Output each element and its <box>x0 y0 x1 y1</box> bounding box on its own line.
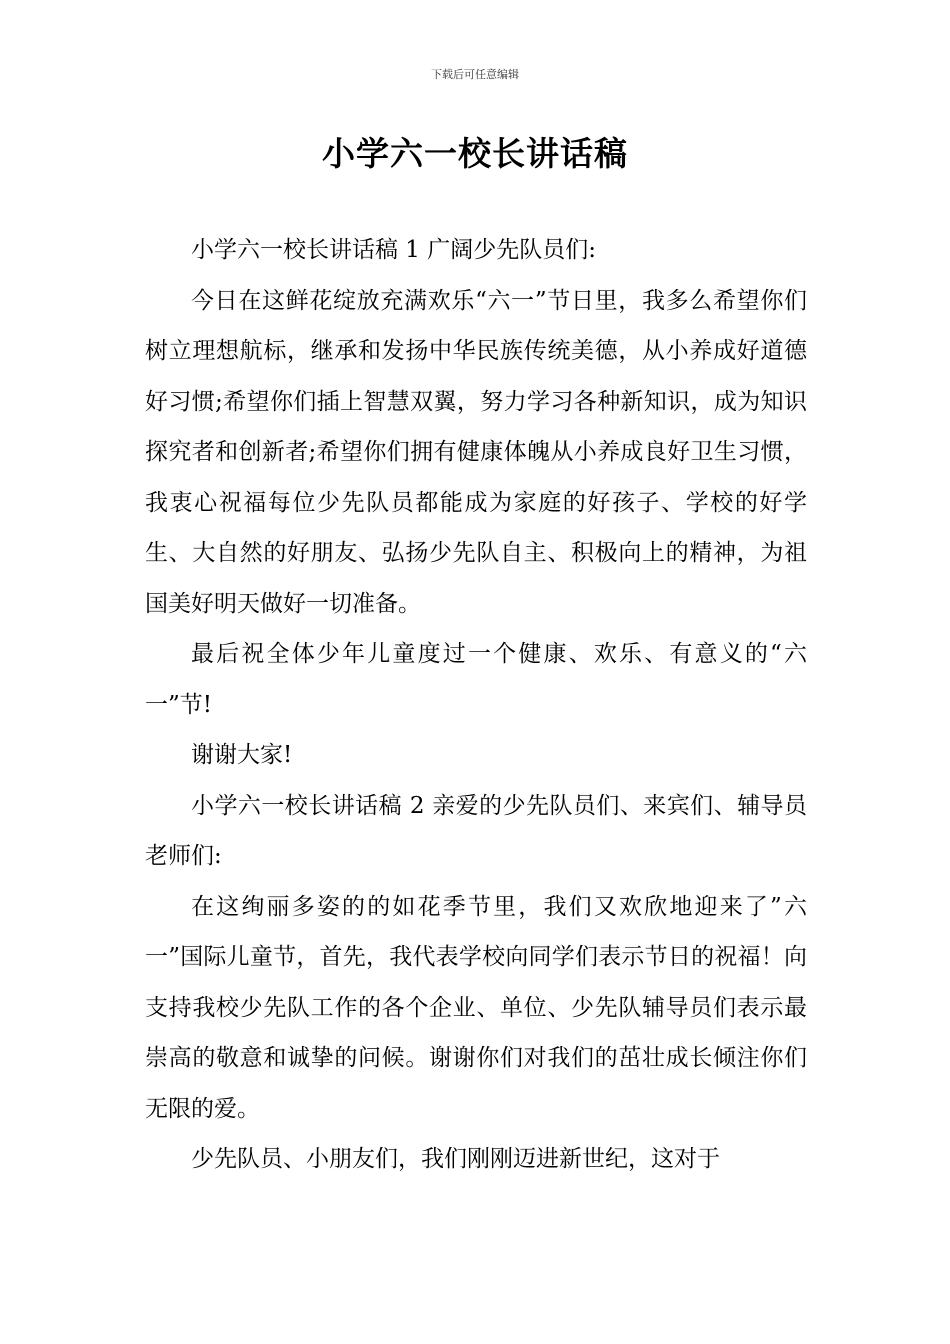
header-note: 下载后可任意编辑 <box>431 68 519 81</box>
document-title: 小学六一校长讲话稿 <box>322 134 628 173</box>
paragraph: 少先队员、小朋友们，我们刚刚迈进新世纪，这对于 <box>191 1146 720 1172</box>
paragraph: 在这绚丽多姿的的如花季节里，我们又欢欣地迎来了”六一”国际儿童节，首先，我代表学校向同学们表示节日的祝福！向支持我校少先队工作的各个企业、单位、少先队辅导员们表示最崇高的敬意和诚挚的问候。谢谢你们对我们的茁壮成长倾注你们无限的爱。 <box>145 893 807 1122</box>
document-body <box>145 225 807 1185</box>
paragraph: 小学六一校长讲话稿 2 亲爱的少先队员们、来宾们、辅导员老师们: <box>145 792 807 869</box>
paragraph: 谢谢大家! <box>191 742 293 768</box>
paragraph: 今日在这鲜花绽放充满欢乐“六一”节日里，我多么希望你们树立理想航标，继承和发扬中华民族传统美德，从小养成好道德好习惯;希望你们插上智慧双翼，努力学习各种新知识，成为知识探究者和创新者;希望你们拥有健康体魄从小养成良好卫生习惯，我衷心祝福每位少先队员都能成为家庭的好孩子、学校的好学生、大自然的好朋友、弘扬少先队自主、积极向上的精神，为祖国美好明天做好一切准备。 <box>145 287 807 617</box>
paragraph: 最后祝全体少年儿童度过一个健康、欢乐、有意义的“六一”节! <box>145 641 807 718</box>
paragraph: 小学六一校长讲话稿 1 广阔少先队员们: <box>191 237 597 263</box>
